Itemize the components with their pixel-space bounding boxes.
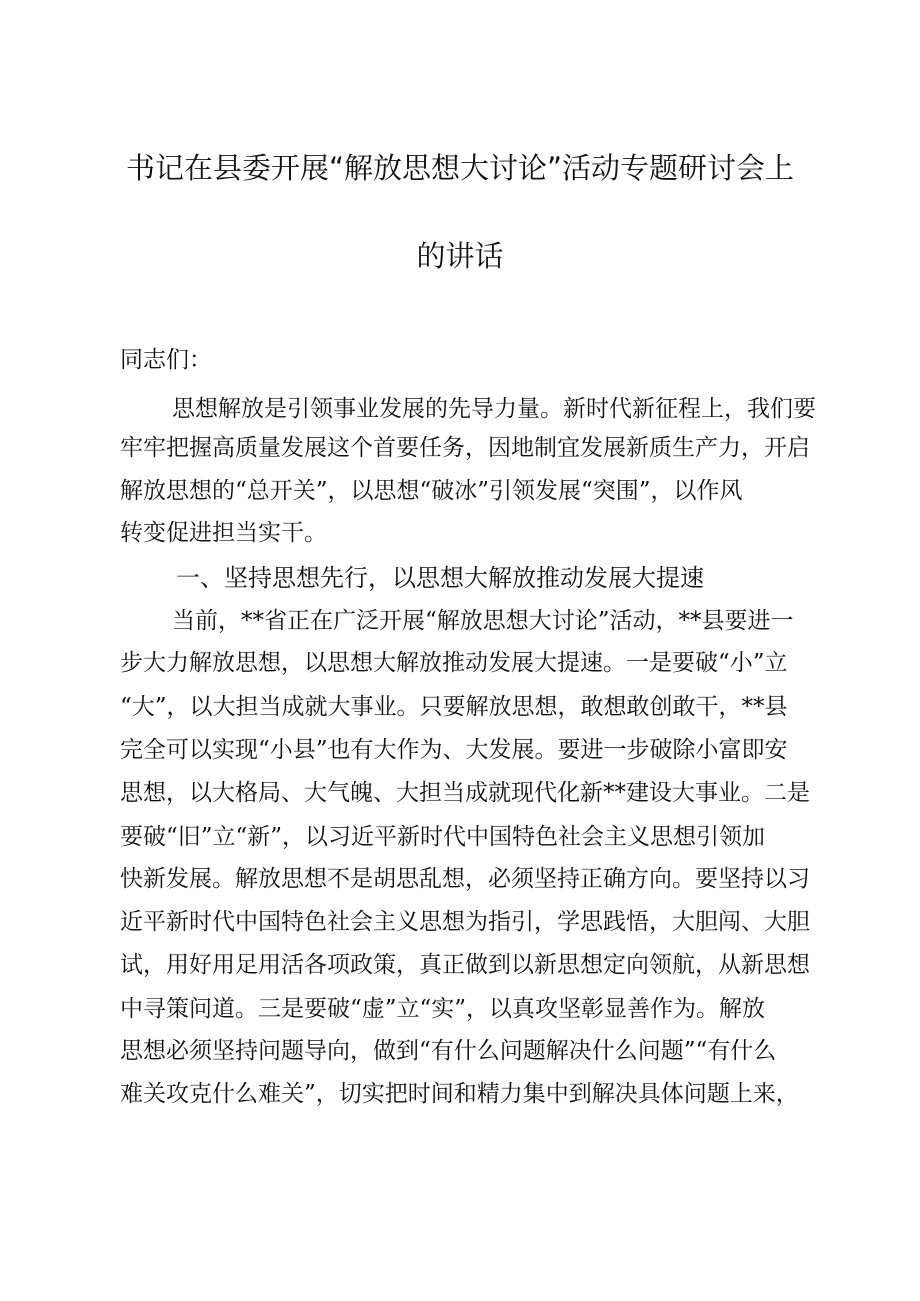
paragraph-1-line-3: 解放思想的“总开关”，以思想“破冰”引领发展“突围”，以作风 bbox=[120, 478, 743, 504]
paragraph-2-line-5: 思想，以大格局、大气魄、大担当成就现代化新**建设大事业。二是 bbox=[120, 780, 810, 806]
paragraph-2-line-4: 完全可以实现“小县”也有大作为、大发展。要进一步破除小富即安 bbox=[120, 737, 788, 763]
paragraph-2-line-6: 要破“旧”立“新”，以习近平新时代中国特色社会主义思想引领加 bbox=[120, 824, 766, 850]
paragraph-2-line-9: 试，用好用足用活各项政策，真正做到以新思想定向领航，从新思想 bbox=[120, 952, 810, 978]
section-heading-1: 一、坚持思想先行，以思想大解放推动发展大提速 bbox=[176, 564, 704, 592]
document-title-line-1: 书记在县委开展“解放思想大讨论”活动专题研讨会上 bbox=[125, 151, 795, 185]
salutation: 同志们： bbox=[120, 347, 212, 373]
paragraph-2-line-3: “大”，以大担当成就大事业。只要解放思想，敢想敢创敢干，**县 bbox=[120, 694, 788, 720]
paragraph-1-line-4: 转变促进担当实干。 bbox=[120, 520, 327, 546]
paragraph-2-line-7: 快新发展。解放思想不是胡思乱想，必须坚持正确方向。要坚持以习 bbox=[120, 866, 810, 892]
paragraph-2-line-8: 近平新时代中国特色社会主义思想为指引，学思践悟，大胆闯、大胆 bbox=[120, 909, 810, 935]
paragraph-2-line-2: 步大力解放思想，以思想大解放推动发展大提速。一是要破“小”立 bbox=[120, 650, 788, 676]
paragraph-1-line-1: 思想解放是引领事业发展的先导力量。新时代新征程上，我们要 bbox=[172, 396, 816, 422]
document-title-line-2: 的讲话 bbox=[416, 239, 504, 273]
paragraph-1-line-2: 牢牢把握高质量发展这个首要任务，因地制宜发展新质生产力，开启 bbox=[120, 435, 810, 461]
paragraph-2-line-10: 中寻策问道。三是要破“虚”立“实”，以真攻坚彰显善作为。解放 bbox=[120, 996, 766, 1022]
paragraph-2-line-1: 当前，**省正在广泛开展“解放思想大讨论”活动，**县要进一 bbox=[172, 608, 794, 634]
paragraph-2-line-11: 思想必须坚持问题导向，做到“有什么问题解决什么问题”“有什么 bbox=[120, 1038, 777, 1064]
paragraph-2-line-12: 难关攻克什么难关”，切实把时间和精力集中到解决具体问题上来， bbox=[120, 1081, 799, 1107]
